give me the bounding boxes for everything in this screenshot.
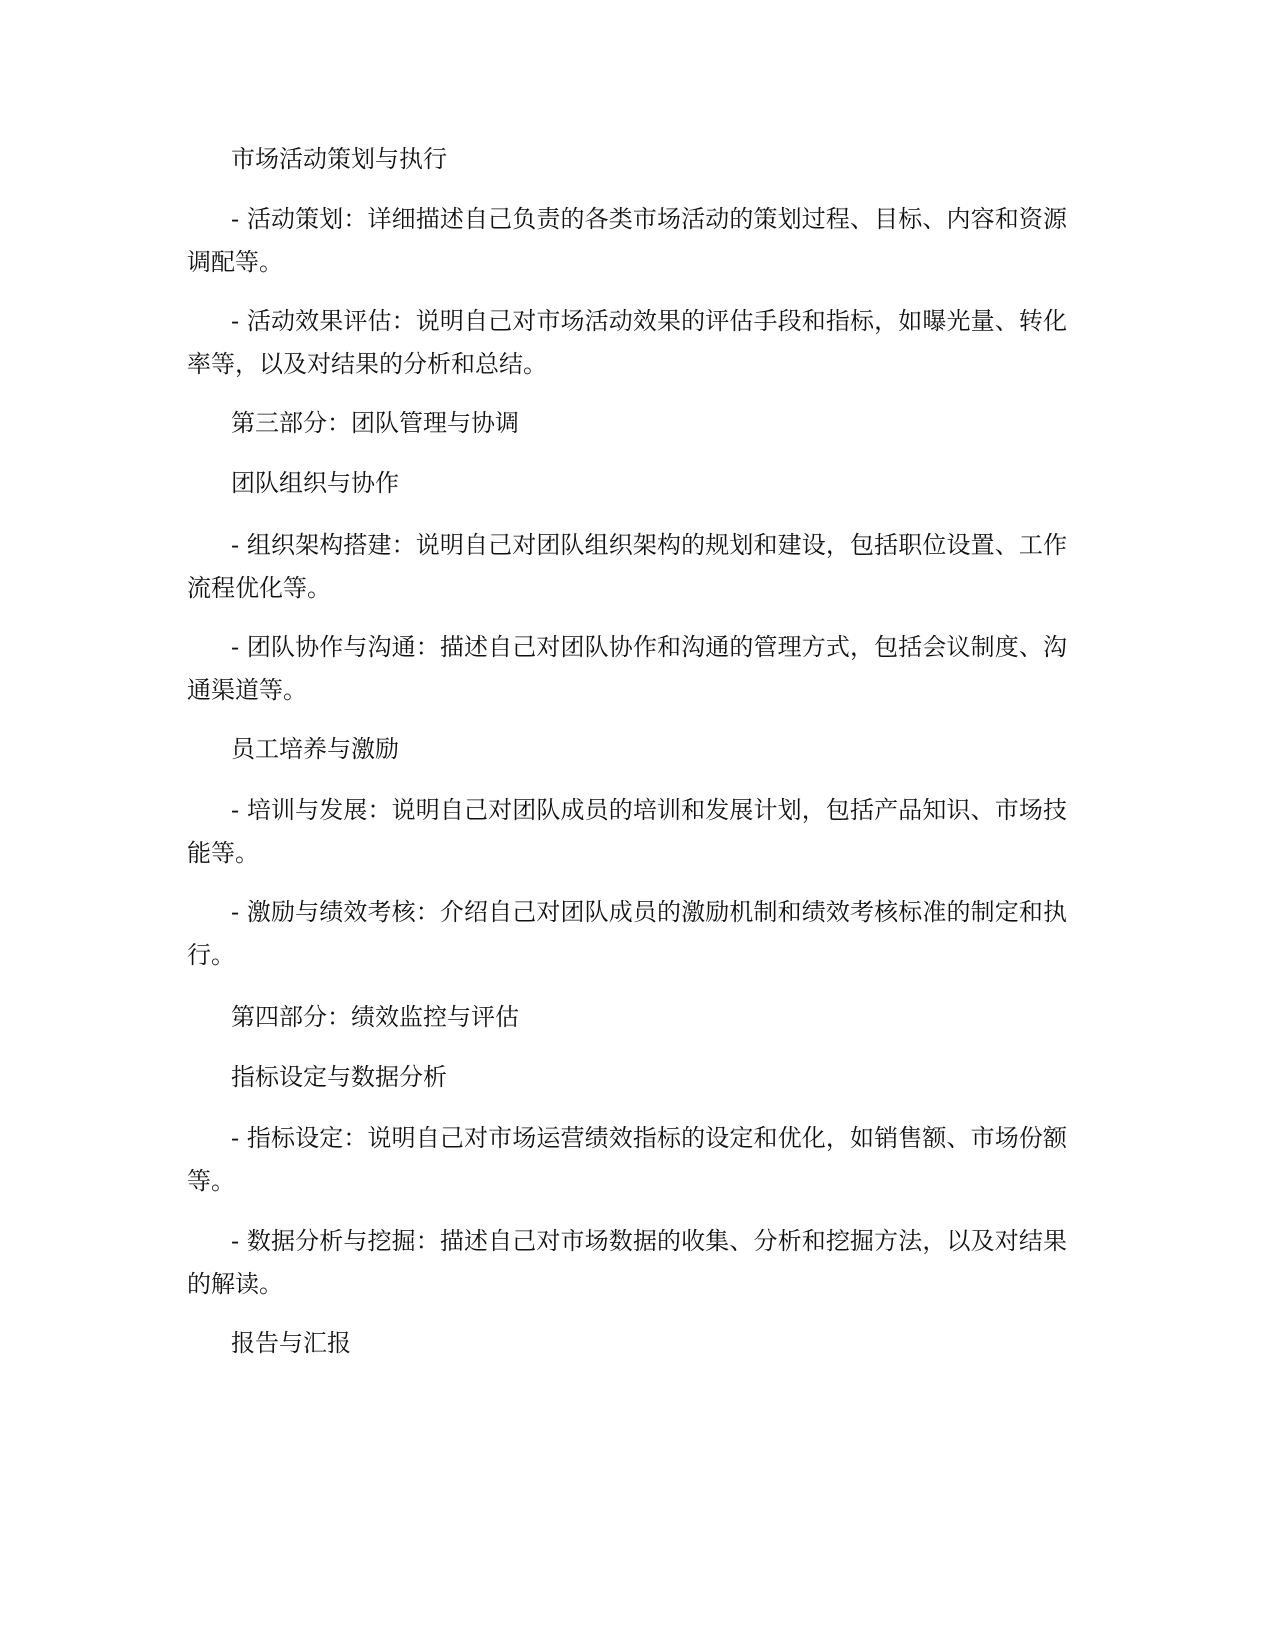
paragraph-incentives: - 激励与绩效考核：介绍自己对团队成员的激励机制和绩效考核标准的制定和执行。 — [187, 898, 1067, 969]
paragraph-org-structure: - 组织架构搭建：说明自己对团队组织架构的规划和建设，包括职位设置、工作流程优化等。 — [187, 531, 1067, 602]
paragraph-training: - 培训与发展：说明自己对团队成员的培训和发展计划，包括产品知识、市场技能等。 — [187, 796, 1067, 867]
section-heading-marketing-activities: 市场活动策划与执行 — [231, 145, 447, 173]
paragraph-activity-evaluation: - 活动效果评估：说明自己对市场活动效果的评估手段和指标，如曝光量、转化率等，以及对结果的分析和总结。 — [187, 307, 1067, 378]
section-heading-reporting: 报告与汇报 — [231, 1329, 351, 1357]
section-heading-team-organization: 团队组织与协作 — [231, 469, 399, 497]
part-heading-team-management: 第三部分：团队管理与协调 — [231, 409, 519, 437]
paragraph-metrics-setting: - 指标设定：说明自己对市场运营绩效指标的设定和优化，如销售额、市场份额等。 — [187, 1124, 1067, 1195]
section-heading-metrics-analysis: 指标设定与数据分析 — [231, 1063, 447, 1091]
part-heading-performance-monitoring: 第四部分：绩效监控与评估 — [231, 1003, 519, 1031]
paragraph-data-analysis: - 数据分析与挖掘：描述自己对市场数据的收集、分析和挖掘方法，以及对结果的解读。 — [187, 1227, 1067, 1298]
paragraph-activity-planning: - 活动策划：详细描述自己负责的各类市场活动的策划过程、目标、内容和资源调配等。 — [187, 205, 1067, 276]
paragraph-team-collaboration: - 团队协作与沟通：描述自己对团队协作和沟通的管理方式，包括会议制度、沟通渠道等。 — [187, 633, 1067, 704]
section-heading-staff-development: 员工培养与激励 — [231, 735, 399, 763]
